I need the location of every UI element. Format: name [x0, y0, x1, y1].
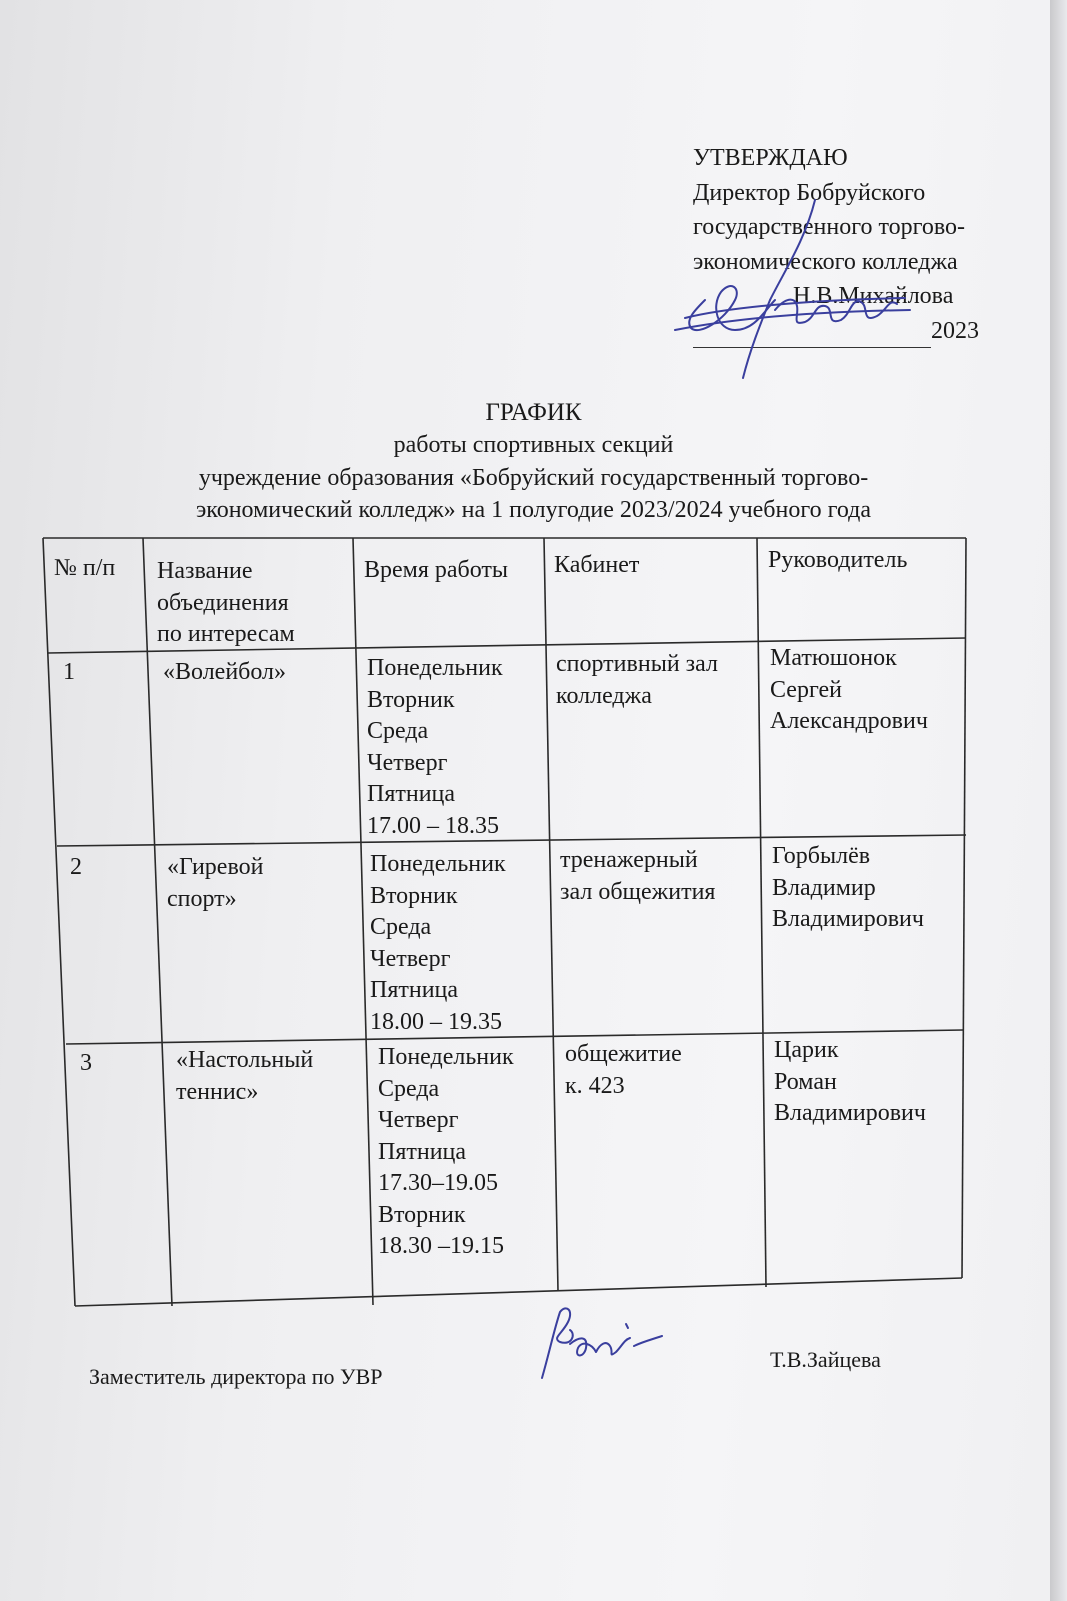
row-3-leader-line: Роман	[774, 1068, 837, 1095]
row-2-room-line: тренажерный	[560, 847, 698, 873]
row-3-time-line: Понедельник	[378, 1044, 514, 1070]
row-1-time-line: Вторник	[367, 686, 455, 713]
director-name: Н.В.Михайлова	[793, 283, 954, 309]
row-3-time	[378, 1042, 514, 1263]
row-3-leader	[774, 1035, 926, 1130]
header-leader: Руководитель	[768, 547, 908, 573]
row-1-leader	[770, 643, 928, 738]
approval-line: государственного торгово-	[693, 214, 966, 240]
row-2-time-line: Вторник	[370, 882, 458, 909]
row-3-time-line: Четверг	[378, 1107, 459, 1133]
row-3-time-line: 18.30 –19.15	[378, 1233, 504, 1259]
header-name-line: объединения	[157, 589, 289, 616]
row-1-room	[556, 649, 718, 712]
row-1-time-line: Четверг	[367, 749, 448, 776]
row-1-num: 1	[63, 659, 75, 685]
document-description-line: экономический колледж» на 1 полугодие 2023/2024 учебного года	[195, 497, 872, 523]
row-1-name-line: «Волейбол»	[163, 659, 287, 685]
header-num: № п/п	[54, 555, 116, 581]
row-3-room	[565, 1039, 682, 1102]
row-3-time-line: Вторник	[378, 1201, 466, 1228]
row-2-name-line: спорт»	[167, 885, 237, 912]
header-name-line: Название	[157, 558, 253, 584]
row-3-name-line: «Настольный	[176, 1047, 314, 1073]
row-3-room-line: общежитие	[565, 1041, 682, 1067]
row-2-name	[167, 852, 263, 915]
row-3-leader-line: Царик	[774, 1037, 839, 1063]
row-2-leader-line: Владимир	[772, 874, 876, 901]
row-3-name-line: теннис»	[176, 1078, 259, 1105]
approval-line: Директор Бобруйского	[693, 179, 926, 206]
header-time: Время работы	[364, 557, 509, 583]
row-2-leader-line: Владимирович	[772, 906, 924, 932]
row-2-num: 2	[70, 854, 82, 880]
row-3-room-line: к. 423	[565, 1072, 625, 1099]
row-2-room	[560, 845, 715, 908]
row-1-time-line: Пятница	[367, 781, 456, 807]
row-2-time-line: Четверг	[370, 945, 451, 972]
row-1-time-line: 17.00 – 18.35	[367, 812, 499, 839]
row-2-time-line: Среда	[370, 914, 432, 940]
row-2-time	[370, 849, 506, 1038]
row-1-leader-line: Александрович	[770, 708, 928, 734]
row-2-room-line: зал общежития	[560, 878, 716, 905]
row-3-num: 3	[80, 1050, 92, 1076]
row-1-leader-line: Сергей	[770, 676, 842, 703]
row-2-time-line: 18.00 – 19.35	[370, 1008, 502, 1035]
document-subtitle: работы спортивных секций	[393, 432, 674, 458]
row-3-name	[176, 1045, 313, 1108]
row-2-time-line: Понедельник	[370, 851, 506, 877]
header-room: Кабинет	[554, 552, 640, 578]
header-name	[157, 556, 295, 651]
row-3-time-line: Пятница	[378, 1138, 467, 1165]
deputy-position: Заместитель директора по УВР	[89, 1364, 383, 1389]
row-3-time-line: 17.30–19.05	[378, 1170, 498, 1196]
document-title: ГРАФИК	[485, 399, 582, 426]
director-signature	[665, 180, 915, 390]
row-2-leader	[772, 841, 924, 936]
row-1-leader-line: Матюшонок	[770, 645, 897, 671]
row-3-leader-line: Владимирович	[774, 1100, 926, 1126]
deputy-signature	[530, 1300, 680, 1380]
row-1-room-line: спортивный зал	[556, 651, 718, 677]
approval-year: 2023	[931, 317, 979, 344]
row-1-time-line: Понедельник	[367, 655, 503, 681]
header-name-line: по интересам	[157, 621, 295, 647]
page-edge-shadow	[1050, 0, 1067, 1601]
row-1-room-line: колледжа	[556, 682, 652, 709]
row-2-name-line: «Гиревой	[167, 854, 264, 880]
deputy-name: Т.В.Зайцева	[770, 1347, 881, 1372]
row-1-time-line: Среда	[367, 718, 429, 744]
row-1-name	[163, 657, 286, 689]
document-description-line: учреждение образования «Бобруйский государственный торгово-	[198, 465, 869, 491]
row-2-time-line: Пятница	[370, 977, 459, 1003]
approval-heading: УТВЕРЖДАЮ	[693, 145, 848, 171]
row-1-time	[367, 653, 503, 842]
row-2-leader-line: Горбылёв	[772, 843, 871, 869]
row-3-time-line: Среда	[378, 1075, 440, 1102]
approval-line: экономического колледжа	[693, 248, 958, 275]
